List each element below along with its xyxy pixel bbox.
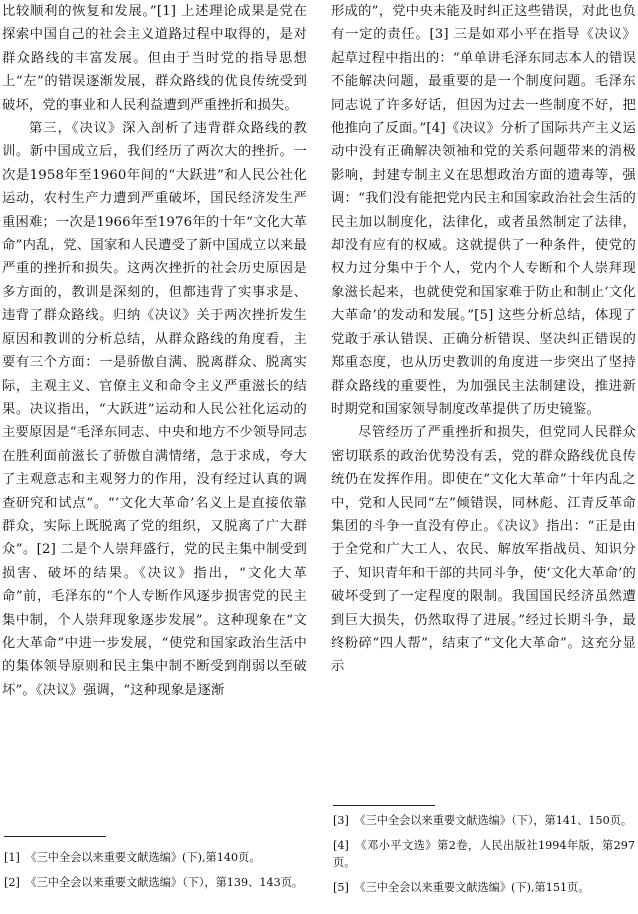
right-column bbox=[331, 0, 636, 679]
left-body-text bbox=[2, 0, 307, 702]
footnotes-left bbox=[4, 849, 304, 899]
left-column bbox=[2, 0, 307, 702]
footnote-divider-left bbox=[4, 836, 106, 837]
footnote-divider-right bbox=[333, 805, 435, 806]
right-body-text bbox=[331, 0, 636, 679]
paragraph-struggle: 尽管经历了严重挫折和损失，但党同人民群众密切联系的政治优势没有丢，党的群众路线优良传统仍在发挥作用。即使在“文化大革命”十年内乱之中，党和人民同“左”倾错误，同林彪、江青反革命集团的斗争一直没有停止。《决议》指出：“正是由于全党和广大工人、农民、解放军指战员、知识分子、知识青年和干部的共同斗争，使‘文化大革命’的破坏受到了一定程度的限制。我国国民经济虽然遭到巨大损失，仍然取得了进展。”经过长期斗争，最终粉碎“四人帮”，结束了“文化大革命”。这充分显示 bbox=[331, 425, 636, 675]
footnote-5: [5] 《三中全会以来重要文献选编》(下),第151页。 bbox=[333, 881, 590, 894]
footnote-3: [3] 《三中全会以来重要文献选编》（下），第141、150页。 bbox=[333, 814, 633, 827]
footnote-2: [2] 《三中全会以来重要文献选编》（下），第139、143页。 bbox=[4, 876, 304, 889]
paragraph-continued-right: 形成的”，党中央未能及时纠正这些错误，对此也负有一定的责任。[3] 三是如邓小平在指导《决议》起草过程中指出的：“单单讲毛泽东同志本人的错误不能解决问题，最重要的是一个制度问题。毛泽东同志说了许多好话，但因为过去一些制度不好，把他推向了反面。”[4]《决议》分析了国际共产主义运动中没有正确解决领袖和党的关系问题带来的消极影响，封建专制主义在思想政治方面的遗毒等，强调：“我们没有能把党内民主和国家政治社会生活的民主加以制度化，法律化，或者虽然制定了法律，却没有应有的权威。这就提供了一种条件，使党的权力过分集中于个人，党内个人专断和个人崇拜现象滋长起来，也就使党和国家难于防止和制止‘文化大革命’的发动和发展。”[5] 这些分析总结，体现了党敢于承认错误、正确分析错误、坚决纠正错误的郑重态度，也从历史教训的角度进一步突出了坚持群众路线的重要性，为加强民主法制建设，推进新时期党和国家领导制度改革提供了历史镜鉴。 bbox=[331, 4, 636, 417]
footnotes-right bbox=[333, 812, 635, 904]
paragraph-continued: 比较顺利的恢复和发展。”[1] 上述理论成果是党在探索中国自己的社会主义道路过程中取得的，是对群众路线的丰富发展。但由于当时党的指导思想上“左”的错误逐渐发展，群众路线的优良传统受到破坏，党的事业和人民利益遭到严重挫折和损失。 bbox=[2, 4, 307, 113]
footnote-1: [1] 《三中全会以来重要文献选编》(下),第140页。 bbox=[4, 851, 261, 864]
footnote-4: [4] 《邓小平文选》第2卷，人民出版社1994年版，第297页。 bbox=[333, 839, 635, 869]
paragraph-lessons: 第三，《决议》深入剖析了违背群众路线的教训。新中国成立后，我们经历了两次大的挫折。一次是1958年至1960年间的“大跃进”和人民公社化运动，农村生产力遭到严重破坏，国民经济发生严重困难；一次是1966年至1976年的十年“文化大革命”内乱，党、国家和人民遭受了新中国成立以来最严重的挫折和损失。这两次挫折的社会历史原因是多方面的，教训是深刻的，但都违背了实事求是、违背了群众路线。归纳《决议》关于两次挫折发生原因和教训的分析总结，从群众路线的角度看，主要有三个方面：一是骄傲自满、脱离群众、脱离实际，主观主义、官僚主义和命令主义严重滋长的结果。决议指出，“大跃进”运动和人民公社化运动的主要原因是“毛泽东同志、中央和地方不少领导同志在胜利面前滋长了骄傲自满情绪，急于求成，夸大了主观意志和主观努力的作用，没有经过认真的调查研究和试点”。“‘文化大革命’名义上是直接依靠群众，实际上既脱离了党的组织，又脱离了广大群众”。[2] 二是个人崇拜盛行，党的民主集中制受到损害、破坏的结果。《决议》指出，“文化大革命”前，毛泽东的“个人专断作风逐步损害党的民主集中制，个人崇拜现象逐步发展”。这种现象在“文化大革命”中进一步发展，“使党和国家政治生活中的集体领导原则和民主集中制不断受到削弱以至破坏”。《决议》强调，“这种现象是逐渐 bbox=[2, 121, 307, 698]
